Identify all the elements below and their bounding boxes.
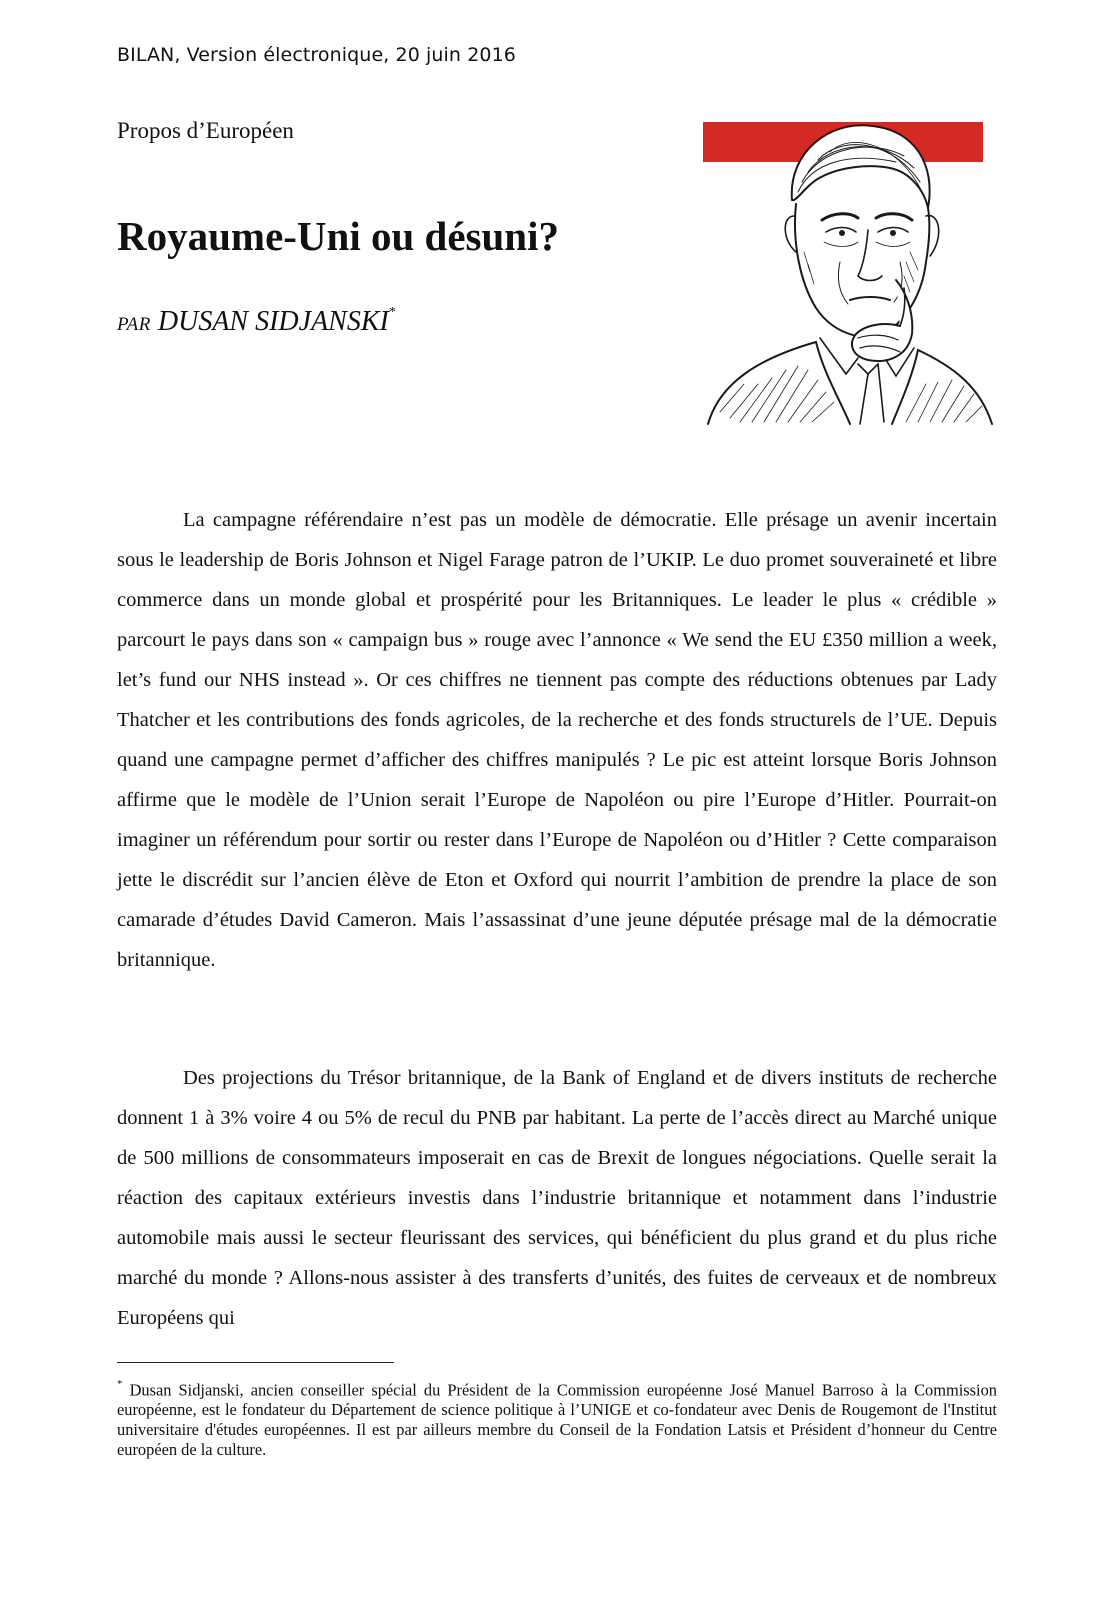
footnote [117,1376,997,1460]
article-paragraph: La campagne référendaire n’est pas un modèle de démocratie. Elle présage un avenir incertain sous le leadership de Boris Johnson et Nigel Farage patron de l’UKIP. Le duo promet souveraineté et libre commerce dans un monde global et prospérité pour les Britanniques. Le leader le plus « crédible » parcourt le pays dans son « campaign bus » rouge avec l’annonce « We send the EU £350 million a week, let’s fund our NHS instead ». Or ces chiffres ne tiennent pas compte des réductions obtenues par Lady Thatcher et les contributions des fonds agricoles, de la recherche et des fonds structurels de l’UE. Depuis quand une campagne permet d’afficher des chiffres manipulés ? Le pic est atteint lorsque Boris Johnson affirme que le modèle de l’Union serait l’Europe de Napoléon ou pire l’Europe d’Hitler. Pourrait-on imaginer un référendum pour sortir ou rester dans l’Europe de Napoléon ou d’Hitler ? Cette comparaison jette le discrédit sur l’ancien élève de Eton et Oxford qui nourrit l’ambition de prendre la place de son camarade d’études David Cameron. Mais l’assassinat d’une jeune députée présage mal de la démocratie britannique. [117,509,997,971]
author-portrait-sketch-icon [700,112,1000,427]
column-rubric: Propos d’Européen [117,118,294,143]
footnote-mark: * [117,1378,123,1390]
author-name: DUSAN SIDJANSKI [157,306,389,337]
byline-prefix: PAR [117,314,151,335]
footnote-text: Dusan Sidjanski, ancien conseiller spécial du Président de la Commission européenne José Manuel Barroso à la Commission européenne, est le fondateur du Département de science politique à l’UNIGE et co-fondateur avec Denis de Rougemont de l'Institut universitaire d'études européennes. Il est par ailleurs membre du Conseil de la Fondation Latsis et Président d’honneur du Centre européen de la culture. [117,1380,997,1460]
byline [117,306,396,338]
publication-source-line: BILAN, Version électronique, 20 juin 2016 [117,44,516,66]
footnote-divider [117,1362,394,1363]
article-paragraph: Des projections du Trésor britannique, de la Bank of England et de divers instituts de recherche donnent 1 à 3% voire 4 ou 5% de recul du PNB par habitant. La perte de l’accès direct au Marché unique de 500 millions de consommateurs imposerait en cas de Brexit de longues négociations. Quelle serait la réaction des capitaux extérieurs investis dans l’industrie britannique et notamment dans l’industrie automobile mais aussi le secteur fleurissant des services, qui bénéficient du plus grand et du plus riche marché du monde ? Allons-nous assister à des transferts d’unités, des fuites de cerveaux et de nombreux Européens qui [117,1067,997,1329]
footnote-reference: * [388,304,396,320]
article-title: Royaume-Uni ou désuni? [117,213,559,259]
